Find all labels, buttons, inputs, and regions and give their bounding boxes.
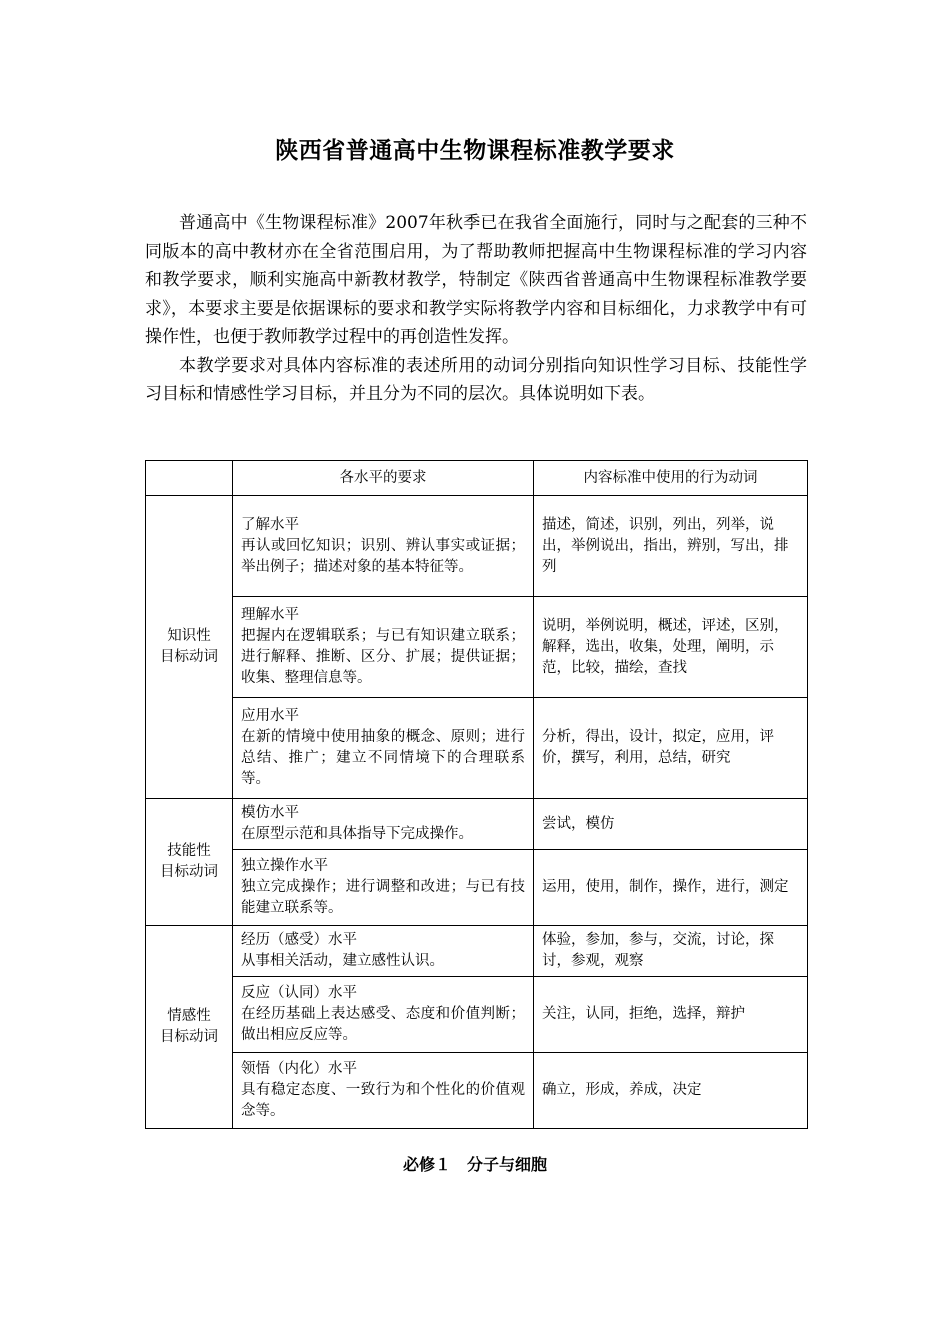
level-description: 在新的情境中使用抽象的概念、原则；进行总结、推广；建立不同情境下的合理联系等。 [241, 729, 525, 787]
level-name: 理解水平 [241, 607, 299, 623]
category-knowledge [146, 496, 233, 799]
table-row [146, 977, 808, 1053]
verbs-cell: 运用，使用，制作，操作，进行，测定 [534, 850, 808, 926]
level-name: 反应（认同）水平 [241, 985, 357, 1001]
level-cell [233, 496, 534, 597]
verbs-cell: 关注，认同，拒绝，选择，辩护 [534, 977, 808, 1053]
level-cell [233, 1053, 534, 1129]
level-cell [233, 597, 534, 698]
table-row [146, 597, 808, 698]
section-title: 必修１ 分子与细胞 [402, 1155, 547, 1174]
verb-standards-table [145, 460, 808, 1129]
level-name: 独立操作水平 [241, 858, 328, 874]
level-description: 具有稳定态度、一致行为和个性化的价值观念等。 [241, 1082, 525, 1119]
level-cell [233, 850, 534, 926]
table-row [146, 926, 808, 977]
verbs-cell: 确立，形成，养成，决定 [534, 1053, 808, 1129]
verbs-cell: 描述，简述，识别，列出，列举，说出，举例说出，指出，辨别，写出，排列 [534, 496, 808, 597]
category-affective [146, 926, 233, 1129]
level-description: 再认或回忆知识；识别、辨认事实或证据；举出例子；描述对象的基本特征等。 [241, 537, 525, 575]
table-header-verbs: 内容标准中使用的行为动词 [534, 461, 808, 496]
intro-text [145, 209, 807, 409]
page-title: 陕西省普通高中生物课程标准教学要求 [275, 138, 675, 164]
level-description: 在原型示范和具体指导下完成操作。 [241, 826, 473, 842]
level-description: 从事相关活动，建立感性认识。 [241, 953, 444, 969]
verbs-cell: 体验，参加，参与，交流，讨论，探讨，参观，观察 [534, 926, 808, 977]
category-skill-line1: 技能性 [167, 843, 211, 859]
category-skill [146, 799, 233, 926]
table-row [146, 1053, 808, 1129]
level-name: 模仿水平 [241, 805, 299, 821]
table-row [146, 698, 808, 799]
category-affective-line1: 情感性 [167, 1008, 211, 1024]
level-name: 应用水平 [241, 708, 299, 724]
table-row [146, 496, 808, 597]
category-knowledge-line1: 知识性 [167, 628, 211, 644]
category-skill-line2: 目标动词 [160, 864, 218, 880]
level-name: 了解水平 [241, 516, 299, 533]
level-description: 在经历基础上表达感受、态度和价值判断；做出相应反应等。 [241, 1006, 525, 1043]
verbs-cell: 尝试，模仿 [534, 799, 808, 850]
level-description: 把握内在逻辑联系；与已有知识建立联系；进行解释、推断、区分、扩展；提供证据；收集、整理信息等。 [241, 628, 525, 686]
level-name: 领悟（内化）水平 [241, 1061, 357, 1077]
table-header-requirements: 各水平的要求 [233, 461, 534, 496]
intro-paragraph-1: 普通高中《生物课程标准》2007年秋季已在我省全面施行，同时与之配套的三种不同版本的高中教材亦在全省范围启用，为了帮助教师把握高中生物课程标准的学习内容和教学要求，顺利实施高中新教材教学，特制定《陕西省普通高中生物课程标准教学要求》，本要求主要是依据课标的要求和教学实际将教学内容和目标细化，力求教学中有可操作性，也便于教师教学过程中的再创造性发挥。 [145, 213, 807, 347]
table-row [146, 850, 808, 926]
verbs-cell: 分析，得出，设计，拟定，应用，评价，撰写，利用，总结，研究 [534, 698, 808, 799]
table-header-row [146, 461, 808, 496]
level-description: 独立完成操作；进行调整和改进；与已有技能建立联系等。 [241, 879, 525, 916]
category-knowledge-line2: 目标动词 [160, 649, 218, 665]
level-cell [233, 698, 534, 799]
intro-paragraph-2: 本教学要求对具体内容标准的表述所用的动词分别指向知识性学习目标、技能性学习目标和情感性学习目标，并且分为不同的层次。具体说明如下表。 [145, 355, 807, 404]
table-header-empty [146, 461, 233, 496]
table-row [146, 799, 808, 850]
level-cell [233, 926, 534, 977]
level-cell [233, 799, 534, 850]
level-name: 经历（感受）水平 [241, 932, 357, 948]
category-affective-line2: 目标动词 [160, 1029, 218, 1045]
level-cell [233, 977, 534, 1053]
verbs-cell: 说明，举例说明，概述，评述，区别，解释，选出，收集，处理，阐明，示范，比较，描绘，查找 [534, 597, 808, 698]
